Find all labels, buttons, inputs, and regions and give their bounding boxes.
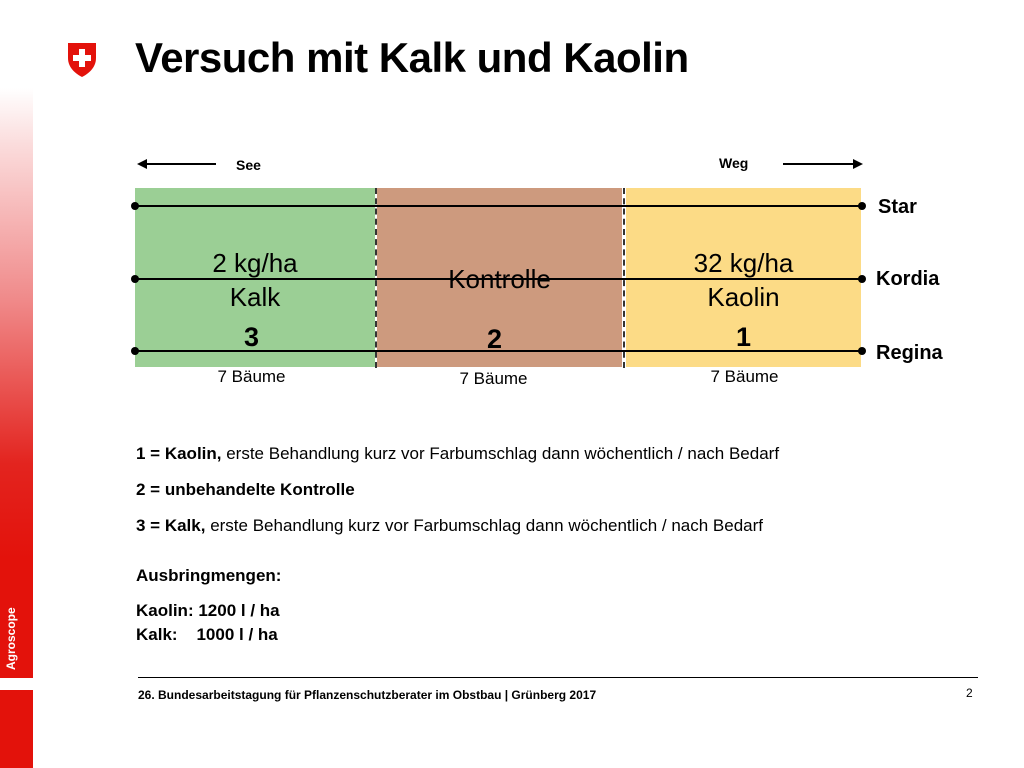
direction-label-weg: Weg	[719, 155, 749, 171]
brand-name	[4, 646, 18, 670]
plot-product: Kontrolle	[448, 264, 551, 294]
tree-row-line-star	[135, 205, 863, 207]
plot-number: 2	[486, 324, 503, 354]
arrow-right-icon	[853, 159, 863, 169]
footer-text: 26. Bundesarbeitstagung für Pflanzenschutzberater im Obstbau | Grünberg 2017	[138, 688, 597, 702]
plot-label	[626, 246, 861, 314]
tree-count: 7 Bäume	[217, 367, 286, 386]
legend-key: 3 = Kalk,	[136, 516, 206, 535]
legend-item	[136, 444, 779, 464]
legend-item	[136, 516, 763, 536]
plot-rate: 32 kg/ha	[693, 248, 794, 278]
arrow-left-shaft	[146, 163, 216, 165]
plot-number: 1	[735, 322, 752, 352]
variety-star: Star	[878, 196, 917, 218]
page-number: 2	[966, 686, 973, 700]
arrow-right-shaft	[783, 163, 853, 165]
row-end-dot	[858, 202, 866, 210]
plot-number: 3	[243, 322, 260, 352]
plot-label	[377, 262, 622, 296]
tree-count: 7 Bäume	[710, 367, 779, 386]
legend-key: 1 = Kaolin,	[136, 444, 222, 463]
footer-divider	[138, 677, 978, 678]
variety-kordia: Kordia	[876, 268, 940, 290]
swiss-shield-icon	[66, 42, 98, 78]
plot-label	[135, 246, 375, 314]
application-kalk: Kalk: 1000 l / ha	[136, 625, 278, 644]
plot-rate: 2 kg/ha	[212, 248, 298, 278]
legend-key: 2 = unbehandelte Kontrolle	[136, 480, 355, 499]
application-heading: Ausbringmengen:	[136, 566, 282, 585]
row-end-dot	[131, 202, 139, 210]
tree-count: 7 Bäume	[459, 369, 528, 388]
plot-product: Kalk	[229, 282, 281, 312]
page-title: Versuch mit Kalk und Kaolin	[135, 34, 689, 81]
brand-bar-gap	[0, 678, 33, 690]
brand-bar-gradient	[0, 88, 33, 558]
legend-text: erste Behandlung kurz vor Farbumschlag dann wöchentlich / nach Bedarf	[221, 444, 780, 463]
direction-label-see: See	[236, 157, 261, 173]
variety-regina: Regina	[876, 342, 943, 364]
plot-product: Kaolin	[707, 282, 780, 312]
legend-text: erste Behandlung kurz vor Farbumschlag dann wöchentlich / nach Bedarf	[205, 516, 764, 535]
legend-item	[136, 480, 355, 500]
application-kaolin: Kaolin: 1200 l / ha	[136, 601, 280, 620]
